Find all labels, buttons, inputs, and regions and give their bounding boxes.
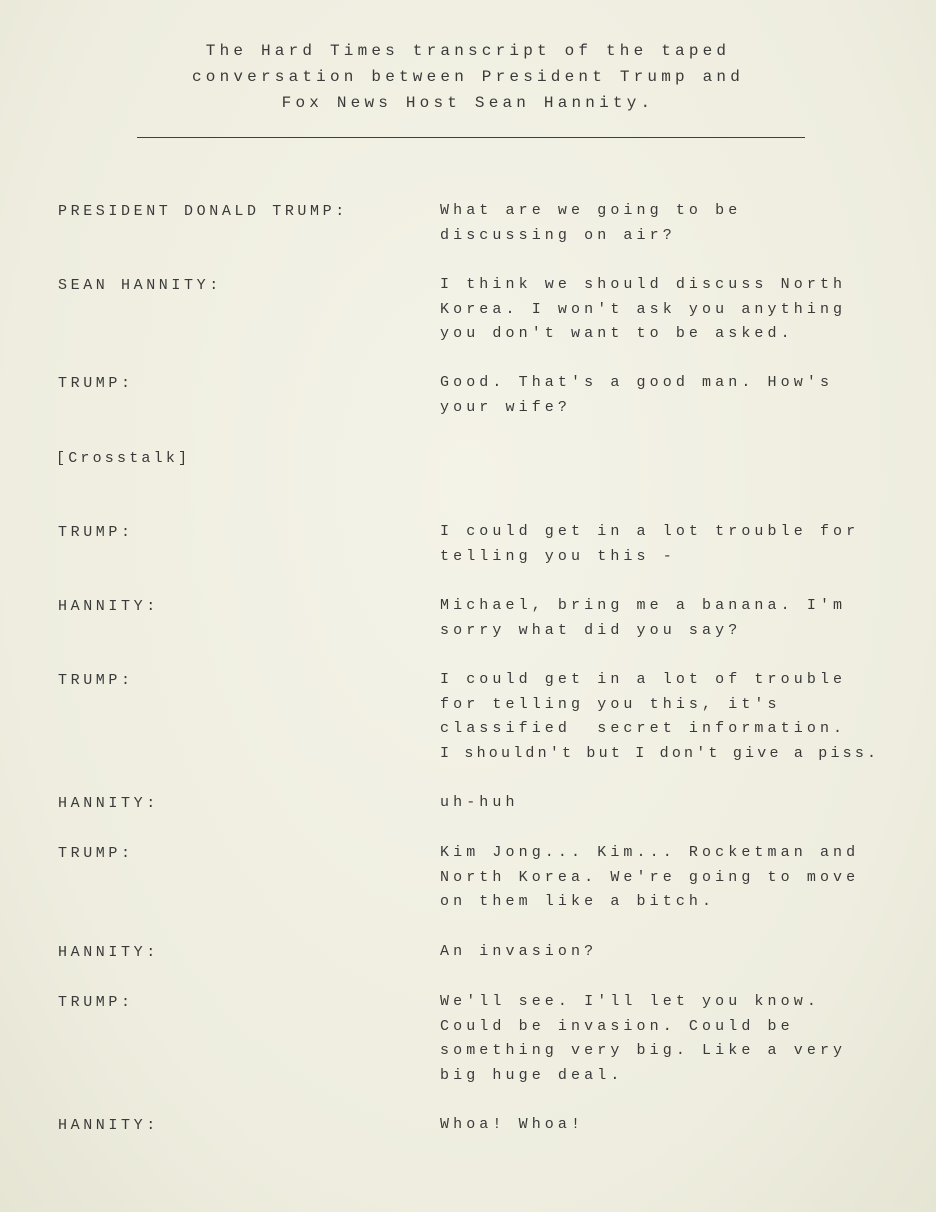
dialogue-text bbox=[440, 1113, 936, 1138]
title-line: The Hard Times transcript of the taped bbox=[205, 42, 731, 60]
dialogue-line: Korea. I won't ask you anything bbox=[440, 300, 847, 318]
dialogue-line: North Korea. We're going to move bbox=[440, 868, 860, 886]
dialogue-text bbox=[440, 940, 936, 965]
dialogue-line: on them like a bitch. bbox=[440, 893, 716, 911]
dialogue-text bbox=[440, 273, 936, 347]
speaker-label: HANNITY: bbox=[58, 598, 159, 615]
dialogue-line: An invasion? bbox=[440, 943, 598, 960]
dialogue-line: Whoa! Whoa! bbox=[440, 1116, 585, 1133]
title-line: Fox News Host Sean Hannity. bbox=[281, 94, 655, 112]
title-line: conversation between President Trump and bbox=[191, 68, 745, 86]
dialogue-line: I shouldn't but I don't give a piss. bbox=[440, 745, 880, 763]
dialogue-line: We'll see. I'll let you know. bbox=[440, 993, 820, 1010]
dialogue-text bbox=[440, 668, 936, 767]
dialogue-text bbox=[440, 990, 936, 1089]
dialogue-text bbox=[440, 594, 936, 643]
speaker-label: PRESIDENT DONALD TRUMP: bbox=[58, 203, 348, 220]
dialogue-line: discussing on air? bbox=[440, 226, 676, 244]
document-title bbox=[0, 38, 936, 116]
dialogue-line: you don't want to be asked. bbox=[440, 325, 794, 343]
title-divider bbox=[137, 137, 805, 138]
speaker-label: TRUMP: bbox=[58, 672, 134, 689]
dialogue-text bbox=[440, 791, 936, 816]
dialogue-line: Michael, bring me a banana. I'm bbox=[440, 597, 847, 614]
dialogue-line: Could be invasion. Could be bbox=[440, 1017, 794, 1035]
dialogue-text bbox=[440, 199, 936, 248]
speaker-label: SEAN HANNITY: bbox=[58, 277, 222, 294]
dialogue-line: classified secret information. bbox=[440, 720, 847, 738]
dialogue-line: I could get in a lot of trouble bbox=[440, 671, 847, 688]
dialogue-line: I think we should discuss North bbox=[440, 276, 847, 293]
crosstalk-note: [Crosstalk] bbox=[56, 450, 191, 467]
dialogue-line: uh-huh bbox=[440, 794, 519, 811]
speaker-label: TRUMP: bbox=[58, 845, 134, 862]
speaker-label: HANNITY: bbox=[58, 944, 159, 961]
dialogue-line: Kim Jong... Kim... Rocketman and bbox=[440, 844, 860, 861]
dialogue-line: telling you this - bbox=[440, 547, 676, 565]
dialogue-line: big huge deal. bbox=[440, 1067, 624, 1085]
dialogue-line: What are we going to be bbox=[440, 202, 742, 219]
dialogue-text bbox=[440, 520, 936, 569]
dialogue-text bbox=[440, 371, 936, 420]
dialogue-line: something very big. Like a very bbox=[440, 1042, 847, 1060]
speaker-label: HANNITY: bbox=[58, 795, 159, 812]
speaker-label: TRUMP: bbox=[58, 524, 134, 541]
dialogue-line: Good. That's a good man. How's bbox=[440, 374, 834, 391]
speaker-label: TRUMP: bbox=[58, 375, 134, 392]
dialogue-line: I could get in a lot trouble for bbox=[440, 523, 860, 540]
dialogue-line: your wife? bbox=[440, 398, 572, 416]
speaker-label: HANNITY: bbox=[58, 1117, 159, 1134]
speaker-label: TRUMP: bbox=[58, 994, 134, 1011]
dialogue-line: sorry what did you say? bbox=[440, 621, 742, 639]
dialogue-line: for telling you this, it's bbox=[440, 695, 781, 713]
dialogue-text bbox=[440, 841, 936, 915]
